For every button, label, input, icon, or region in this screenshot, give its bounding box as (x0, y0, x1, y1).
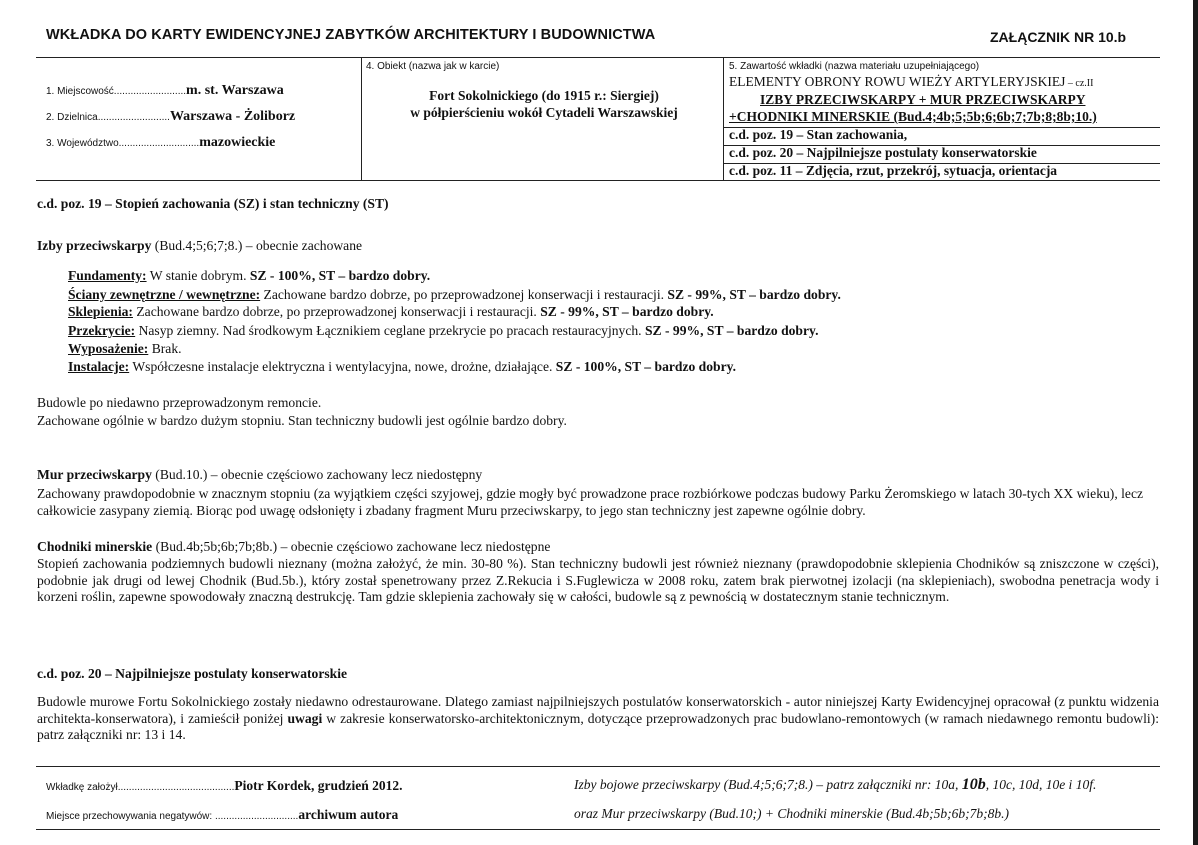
contents-line-2: IZBY PRZECIWSKARPY + MUR PRZECIWSKARPY (760, 92, 1086, 107)
table-divider-1 (361, 57, 362, 181)
item-instalacje: Instalacje: Współczesne instalacje elektryczna i wentylacyjna, nowe, drożne, działające. SZ - 100%, ST – bardzo dobry. (68, 359, 737, 374)
page-title: WKŁADKA DO KARTY EWIDENCYJNEJ ZABYTKÓW ARCHITEKTURY I BUDOWNICTWA (46, 27, 656, 43)
table-top-line (36, 57, 1160, 58)
chodniki-paragraph: Stopień zachowania podziemnych budowli nieznany (można założyć, że min. 30-80 %). Stan techniczny budowli jest również nieznany (prawdopodobnie sklepienia Chodników są zniszczone w części), podobnie jak drugi od lewej Chodnik (Bud.5b.), który został spenetrowany przez Z.Rekucia i S.Fuglewicza w 2008 roku, zatem brak pierwotnej izolacji (na sklepieniach), swobodna penetracja wody i korzeni roślin, zapewne spowodowały znaczną destrukcję. Tam gdzie sklepienia zachowały się w całości, budowle są z pewnością w dostatecznym stanie technicznym. (37, 556, 1159, 604)
izby-summary-2: Zachowane ogólnie w bardzo dużym stopniu. Stan techniczny budowli jest ogólnie bardzo dobry. (37, 413, 567, 428)
section-20-heading: c.d. poz. 20 – Najpilniejsze postulaty konserwatorskie (37, 666, 348, 681)
contents-line-5: c.d. poz. 20 – Najpilniejsze postulaty konserwatorskie (729, 145, 1037, 160)
footer-miejsce: Miejsce przechowywania negatywów: ..............................archiwum autora (46, 807, 399, 822)
footer-top-line (36, 766, 1160, 767)
field-miejscowosc: 1. Miejscowość..........................m. st. Warszawa (46, 83, 284, 98)
mur-heading: Mur przeciwskarpy (Bud.10.) – obecnie częściowo zachowany lecz niedostępny (37, 467, 483, 482)
object-label: 4. Obiekt (nazwa jak w karcie) (366, 61, 500, 72)
annex-number: ZAŁĄCZNIK NR 10.b (990, 29, 1127, 45)
item-przekrycie: Przekrycie: Nasyp ziemny. Nad środkowym Łącznikiem ceglane przekrycie po pracach restauracyjnych. SZ - 99%, ST – bardzo dobry. (68, 323, 819, 338)
section-20-paragraph: Budowle murowe Fortu Sokolnickiego zostały niedawno odrestaurowane. Dlatego zamiast najpilniejszych postulatów konserwatorskich - autor niniejszej Karty Ewidencyjnej opracował (z punktu widzenia architekta-konserwatora), i zamieścił poniżej uwagi w zakresie konserwatorsko-architektonicznym, dotyczące przeprowadzonych prac budowlano-remontowych (w ramach niedawnego remontu budowli): patrz załączniki nr: 13 i 14. (37, 694, 1159, 742)
table-bottom-line (36, 180, 1160, 181)
field-wojewodztwo: 3. Województwo.............................mazowieckie (46, 135, 276, 150)
field-dzielnica: 2. Dzielnica..........................Warszawa - Żoliborz (46, 109, 296, 124)
contents-line-3: +CHODNIKI MINERSKIE (Bud.4;4b;5;5b;6;6b;7;7b;8;8b;10.) (729, 109, 1097, 124)
item-wyposazenie: Wyposażenie: Brak. (68, 341, 182, 356)
scan-edge (1193, 0, 1198, 845)
footer-zalozyl: Wkładkę założył..........................................Piotr Kordek, grudzień 2012. (46, 778, 403, 793)
item-fundamenty: Fundamenty: W stanie dobrym. SZ - 100%, ST – bardzo dobry. (68, 268, 431, 283)
item-sciany: Ściany zewnętrzne / wewnętrzne: Zachowane bardzo dobrze, po przeprowadzonej konserwacji i restauracji. SZ - 99%, ST – bardzo dobry. (68, 287, 841, 302)
contents-line-6: c.d. poz. 11 – Zdjęcia, rzut, przekrój, sytuacja, orientacja (729, 163, 1058, 178)
contents-line-4: c.d. poz. 19 – Stan zachowania, (729, 127, 908, 142)
footer-right-line-2: oraz Mur przeciwskarpy (Bud.10;) + Chodniki minerskie (Bud.4b;5b;6b;7b;8b.) (574, 806, 1010, 821)
izby-summary-1: Budowle po niedawno przeprowadzonym remoncie. (37, 395, 322, 410)
object-name: Fort Sokolnickiego (do 1915 r.: Siergiej) w półpierścieniu wokół Cytadeli Warszawskiej (410, 88, 678, 120)
footer-bottom-line (36, 829, 1160, 830)
contents-label: 5. Zawartość wkładki (nazwa materiału uzupełniającego) (729, 61, 980, 72)
mur-paragraph: Zachowany prawdopodobnie w znacznym stopniu (za wyjątkiem części szyjowej, gdzie mogły być prowadzone prace rozbiórkowe podczas budowy Parku Żeromskiego w latach 30-tych XX wieku), lecz całkowicie zasypany ziemią. Biorąc pod uwagę odsłonięty i zbadany fragment Muru przeciwskarpy, to jego stan techniczny jest zapewne ogólnie dobry. (37, 486, 1144, 518)
chodniki-heading: Chodniki minerskie (Bud.4b;5b;6b;7b;8b.) – obecnie częściowo zachowane lecz niedostępne (37, 539, 551, 554)
izby-heading: Izby przeciwskarpy (Bud.4;5;6;7;8.) – obecnie zachowane (37, 238, 363, 253)
contents-line-1: ELEMENTY OBRONY ROWU WIEŻY ARTYLERYJSKIEJ – cz.II (729, 74, 1094, 89)
footer-right-line-1: Izby bojowe przeciwskarpy (Bud.4;5;6;7;8.) – patrz załączniki nr: 10a, 10b, 10c, 10d, 10e i 10f. (574, 776, 1097, 793)
item-sklepienia: Sklepienia: Zachowane bardzo dobrze, po przeprowadzonej konserwacji i restauracji. SZ - 99%, ST – bardzo dobry. (68, 304, 714, 319)
section-19-heading: c.d. poz. 19 – Stopień zachowania (SZ) i stan techniczny (ST) (37, 196, 389, 211)
